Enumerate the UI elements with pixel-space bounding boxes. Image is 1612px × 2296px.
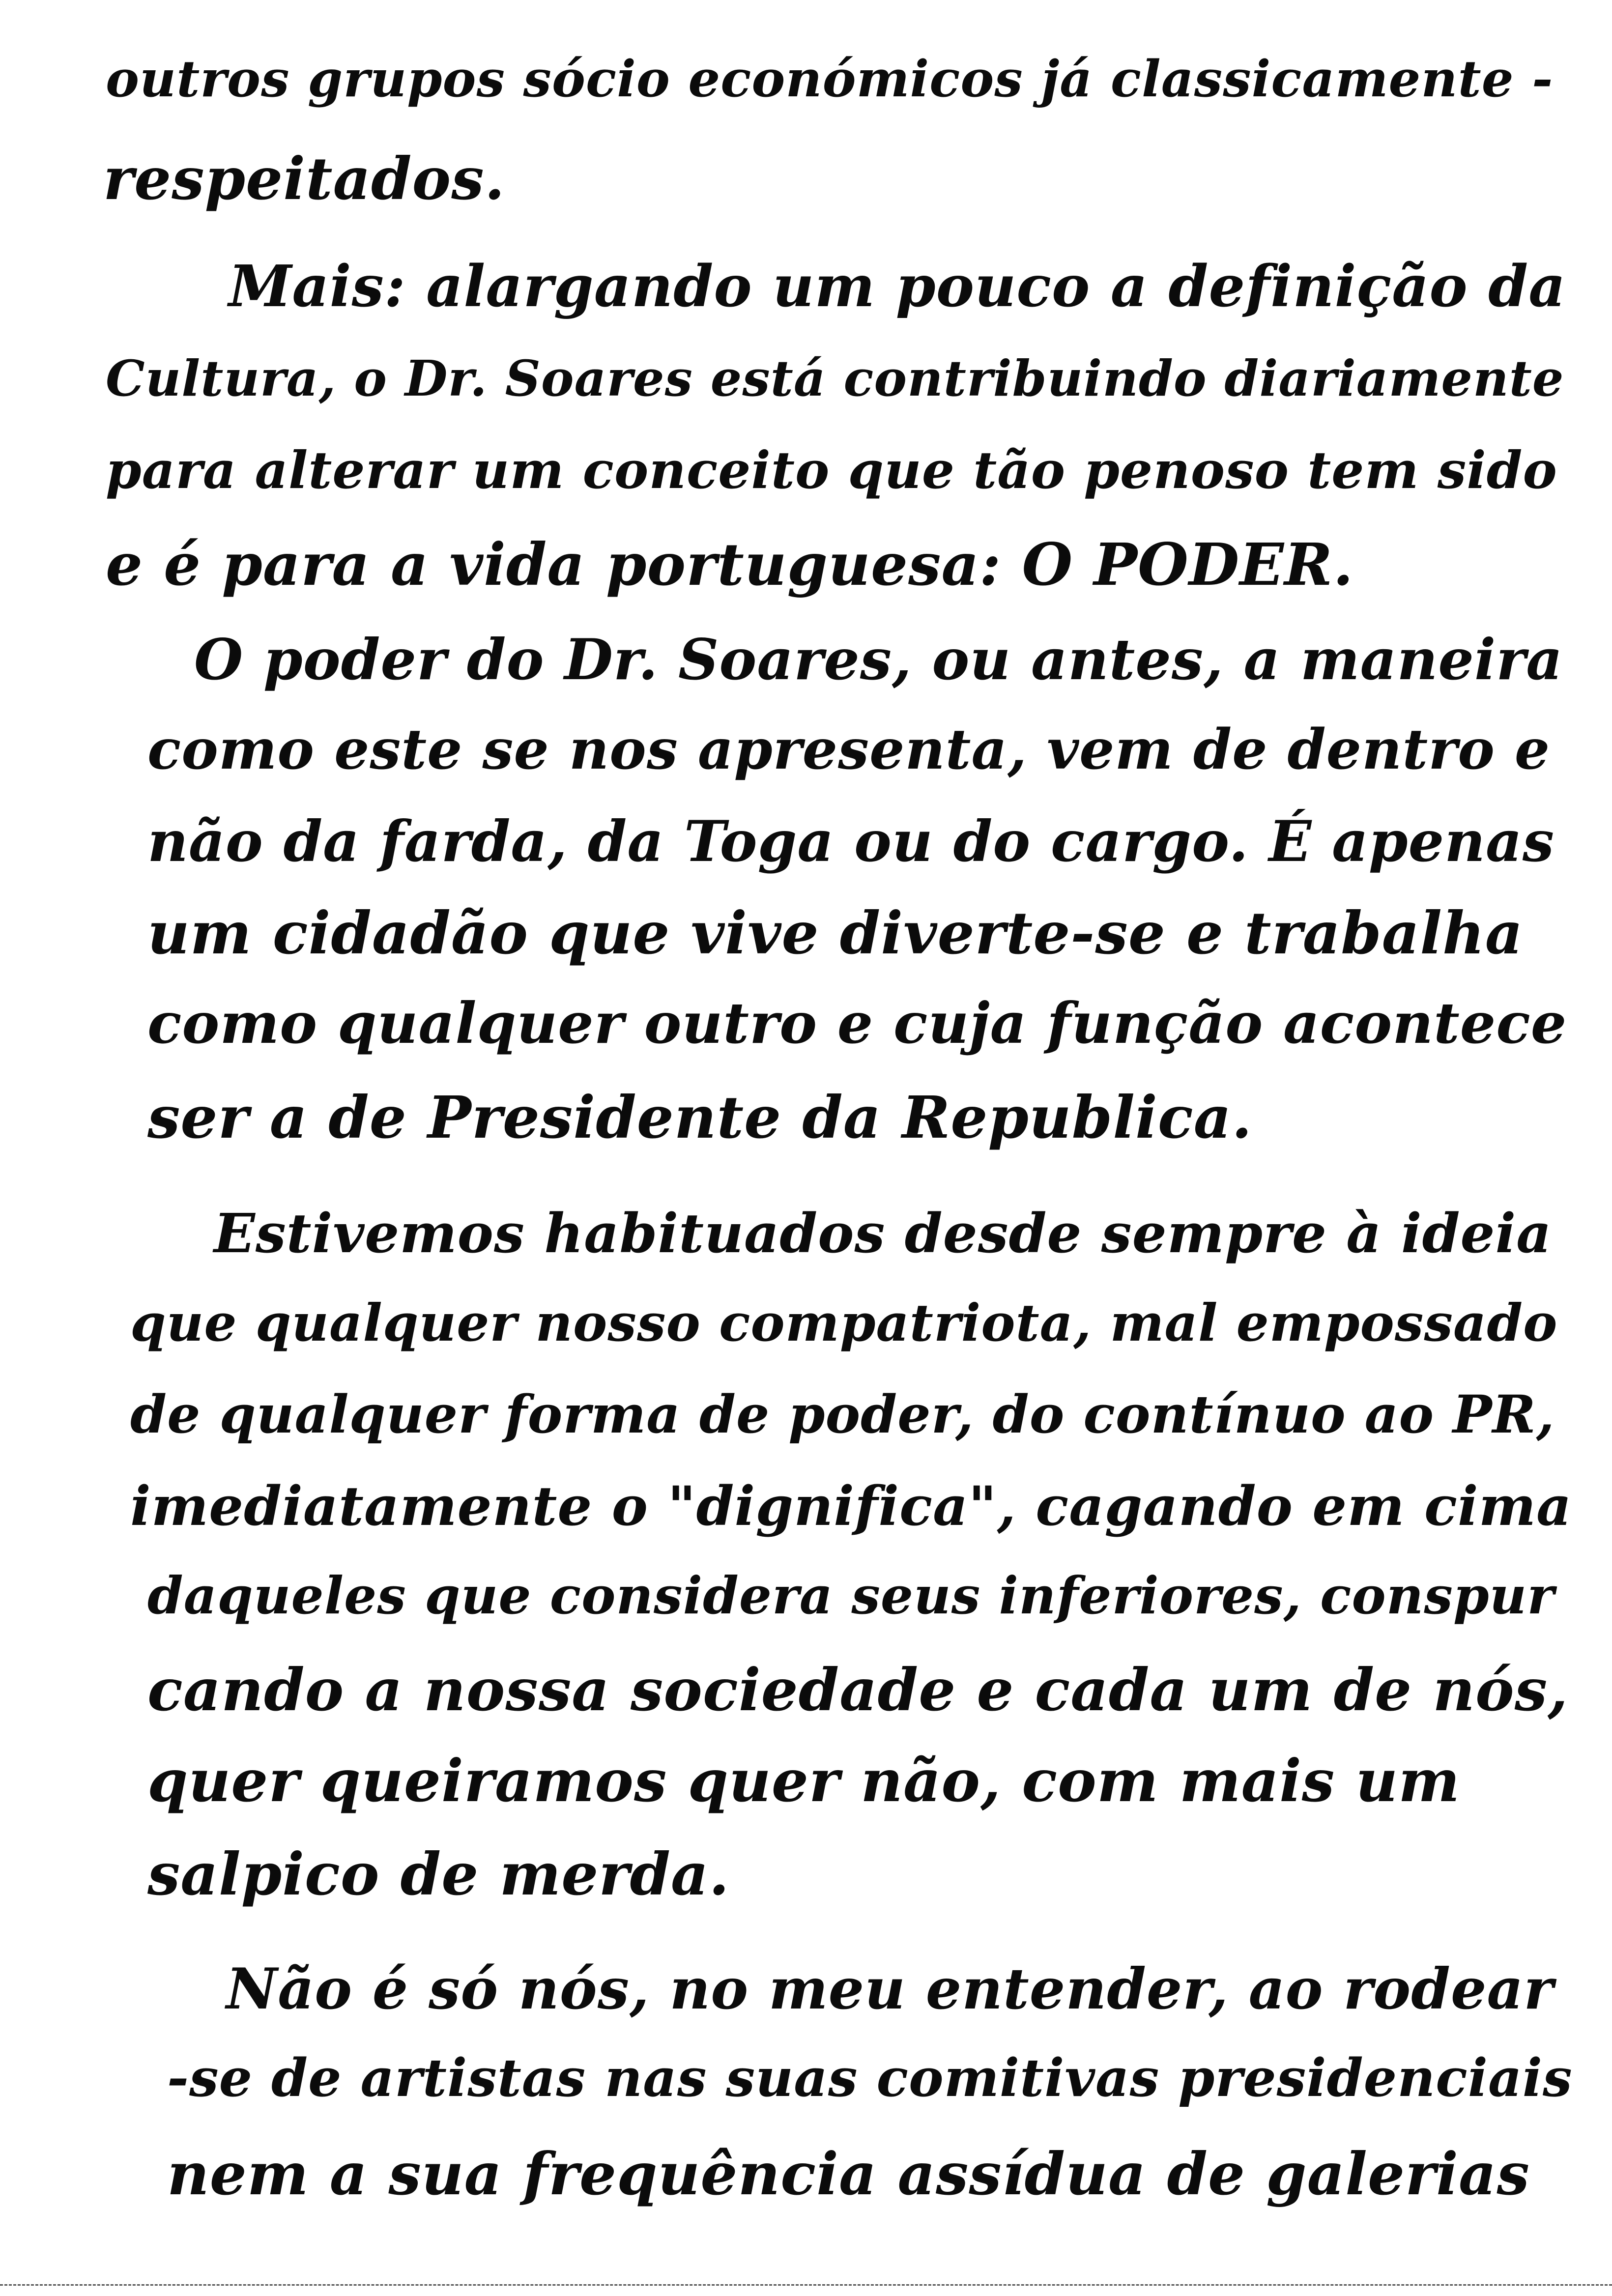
text-line: para alterar um conceito que tão penoso tem sido	[106, 440, 1557, 500]
text-line: quer queiramos quer não, com mais um	[147, 1747, 1461, 1815]
text-line: um cidadão que vive diverte-se e trabalha	[147, 899, 1524, 967]
text-line: respeitados.	[103, 144, 505, 213]
text-line: e é para a vida portuguesa: O PODER.	[106, 530, 1354, 599]
text-line: cando a nossa sociedade e cada um de nós,	[147, 1656, 1569, 1724]
text-line: nem a sua frequência assídua de galerias	[167, 2140, 1530, 2208]
text-line: Cultura, o Dr. Soares está contribuindo diariamente	[106, 349, 1564, 407]
text-line: daqueles que considera seus inferiores, conspur	[147, 1565, 1555, 1626]
text-line: que qualquer nosso compatriota, mal empossado	[130, 1292, 1558, 1353]
text-line: imediatamente o "dignifica", cagando em cima	[130, 1474, 1572, 1538]
text-line: como qualquer outro e cuja função acontece	[147, 990, 1567, 1056]
text-line: como este se nos apresenta, vem de dentro e	[147, 718, 1551, 782]
text-line: ser a de Presidente da Republica.	[147, 1083, 1253, 1151]
text-line: Estivemos habituados desde sempre à ideia	[214, 1202, 1552, 1265]
text-line: salpico de merda.	[147, 1840, 730, 1908]
text-line: Não é só nós, no meu entender, ao rodear	[226, 1956, 1554, 2022]
text-line: de qualquer forma de poder, do contínuo ao PR,	[130, 1383, 1555, 1445]
text-line: -se de artistas nas suas comitivas presidenciais	[167, 2047, 1573, 2108]
text-line: O poder do Dr. Soares, ou antes, a maneira	[194, 627, 1563, 692]
text-line: Mais: alargando um pouco a definição da	[229, 253, 1566, 320]
page-bottom-edge	[0, 2284, 1612, 2286]
text-line: outros grupos sócio económicos já classicamente -	[106, 50, 1554, 109]
text-line: não da farda, da Toga ou do cargo. É apenas	[147, 808, 1555, 874]
